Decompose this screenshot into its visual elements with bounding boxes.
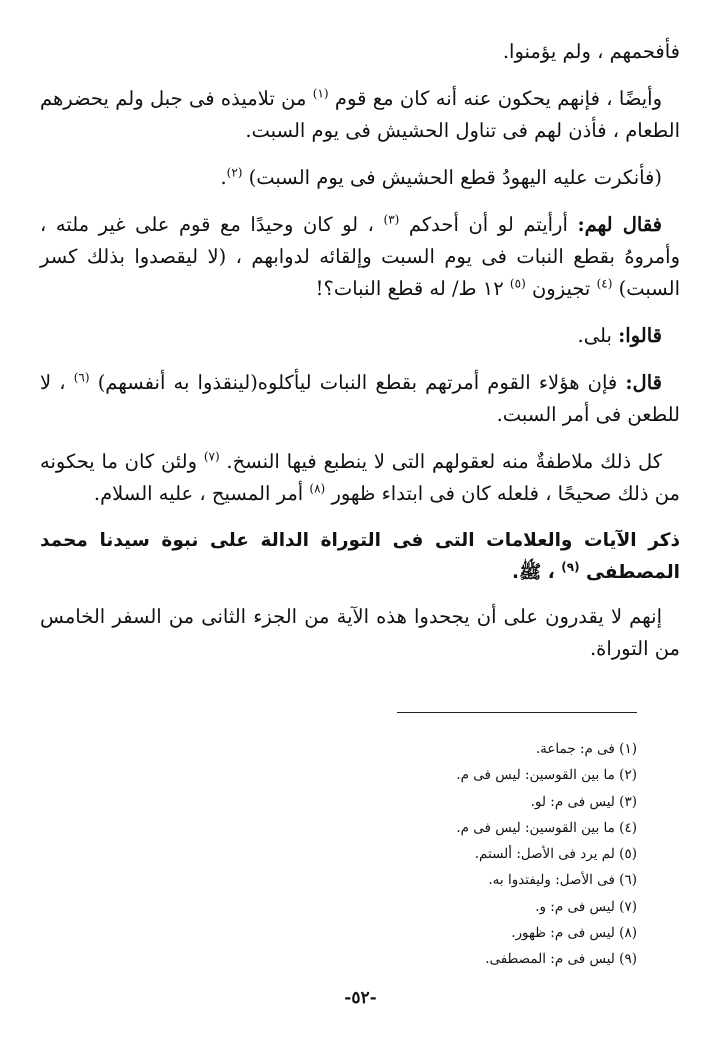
page-number: -٥٢- xyxy=(344,988,377,1008)
footnote-1: (١) فى م: جماعة. xyxy=(535,741,637,757)
paragraph-4-text-c: تجيزون xyxy=(531,277,591,300)
footnote-ref-1: (١) xyxy=(312,86,329,101)
footnote-3: (٣) ليس فى م: لو. xyxy=(530,793,637,810)
paragraph-6-text-b: ، لا للطعن فى أمر السبت. xyxy=(40,371,680,426)
paragraph-4-text-d: ١٢ ط/ له قطع النبات؟! xyxy=(315,277,504,300)
footnote-5: (٥) لم يرد فى الأصل: ألستم. xyxy=(474,846,637,863)
paragraph-8 xyxy=(40,601,680,665)
paragraph-7-text-a: كل ذلك ملاطفةٌ منه لعقولهم التى لا ينطبع فيها النسخ. xyxy=(226,450,663,473)
paragraph-7 xyxy=(40,446,680,510)
main-text xyxy=(40,36,680,680)
paragraph-2-text-a: وأيضًا ، فإنهم يحكون عنه أنه كان مع قوم xyxy=(334,87,662,110)
footnote-7: (٧) ليس فى م: و. xyxy=(535,898,637,915)
paragraph-5-text: بلى. xyxy=(577,324,612,347)
footnote-4: (٤) ما بين القوسين: ليس فى م. xyxy=(456,819,637,836)
section-heading-text: ذكر الآيات والعلامات التى فى التوراة الدالة على نبوة سيدنا محمد المصطفى xyxy=(40,530,680,583)
paragraph-5 xyxy=(40,320,680,352)
paragraph-1 xyxy=(40,36,680,68)
footnote-ref-7: (٧) xyxy=(203,449,220,464)
footnote-ref-2: (٢) xyxy=(226,165,243,180)
paragraph-4-text-a: أرأيتم لو أن أحدكم xyxy=(408,213,568,236)
paragraph-5-lead: قالوا: xyxy=(618,324,662,347)
footnote-ref-9: (٩) xyxy=(561,559,580,574)
paragraph-4-lead: فقال لهم: xyxy=(577,213,663,236)
footnote-ref-3: (٣) xyxy=(383,212,400,227)
paragraph-6-text-a: فإن هؤلاء القوم أمرتهم بقطع النبات ليأكلوه(لينقذوا به أنفسهم) xyxy=(97,371,618,394)
paragraph-3 xyxy=(40,162,680,194)
paragraph-4 xyxy=(40,209,680,305)
paragraph-2 xyxy=(40,83,680,147)
paragraph-2-text-b: من تلاميذه فى جبل ولم يحضرهم الطعام ، فأذن لهم فى تناول الحشيش فى يوم السبت. xyxy=(40,87,680,142)
footnote-ref-8: (٨) xyxy=(309,481,326,496)
paragraph-4-text-b: ، لو كان وحيدًا مع قوم على غير ملته ، وأمروهُ بقطع النبات فى يوم السبت وإلقائه لدوابهم ، (لا ليقصدوا بذلك كسر السبت) xyxy=(40,213,680,300)
footnotes-list xyxy=(277,736,637,973)
paragraph-6-lead: قال: xyxy=(625,371,662,394)
paragraph-3-text: (فأنكرت عليه اليهودُ قطع الحشيش فى يوم السبت) xyxy=(248,166,662,189)
paragraph-7-text-c: أمر المسيح ، عليه السلام. xyxy=(93,482,304,505)
footnote-ref-4: (٤) xyxy=(596,276,613,291)
paragraph-8-text: إنهم لا يقدرون على أن يجحدوا هذه الآية من الجزء الثانى من السفر الخامس من التوراة. xyxy=(40,605,680,660)
footnote-9: (٩) ليس فى م: المصطفى. xyxy=(485,951,637,968)
paragraph-6 xyxy=(40,367,680,431)
footnote-6: (٦) فى الأصل: وليفتدوا به. xyxy=(488,872,637,889)
footnote-2: (٢) ما بين القوسين: ليس فى م. xyxy=(456,767,637,784)
paragraph-7-text-b: ولئن كان ما يحكونه من ذلك صحيحًا ، فلعله كان فى ابتداء ظهور xyxy=(40,450,680,505)
section-heading xyxy=(40,525,680,589)
section-heading-end: ، ﷺ. xyxy=(511,562,555,583)
footnote-8: (٨) ليس فى م: ظهور. xyxy=(511,925,637,942)
footnote-separator xyxy=(397,712,637,713)
paragraph-1-text: فأفحمهم ، ولم يؤمنوا. xyxy=(502,40,680,63)
paragraph-3-end: . xyxy=(220,166,227,189)
footnote-ref-6: (٦) xyxy=(73,370,90,385)
footnote-ref-5: (٥) xyxy=(509,276,526,291)
